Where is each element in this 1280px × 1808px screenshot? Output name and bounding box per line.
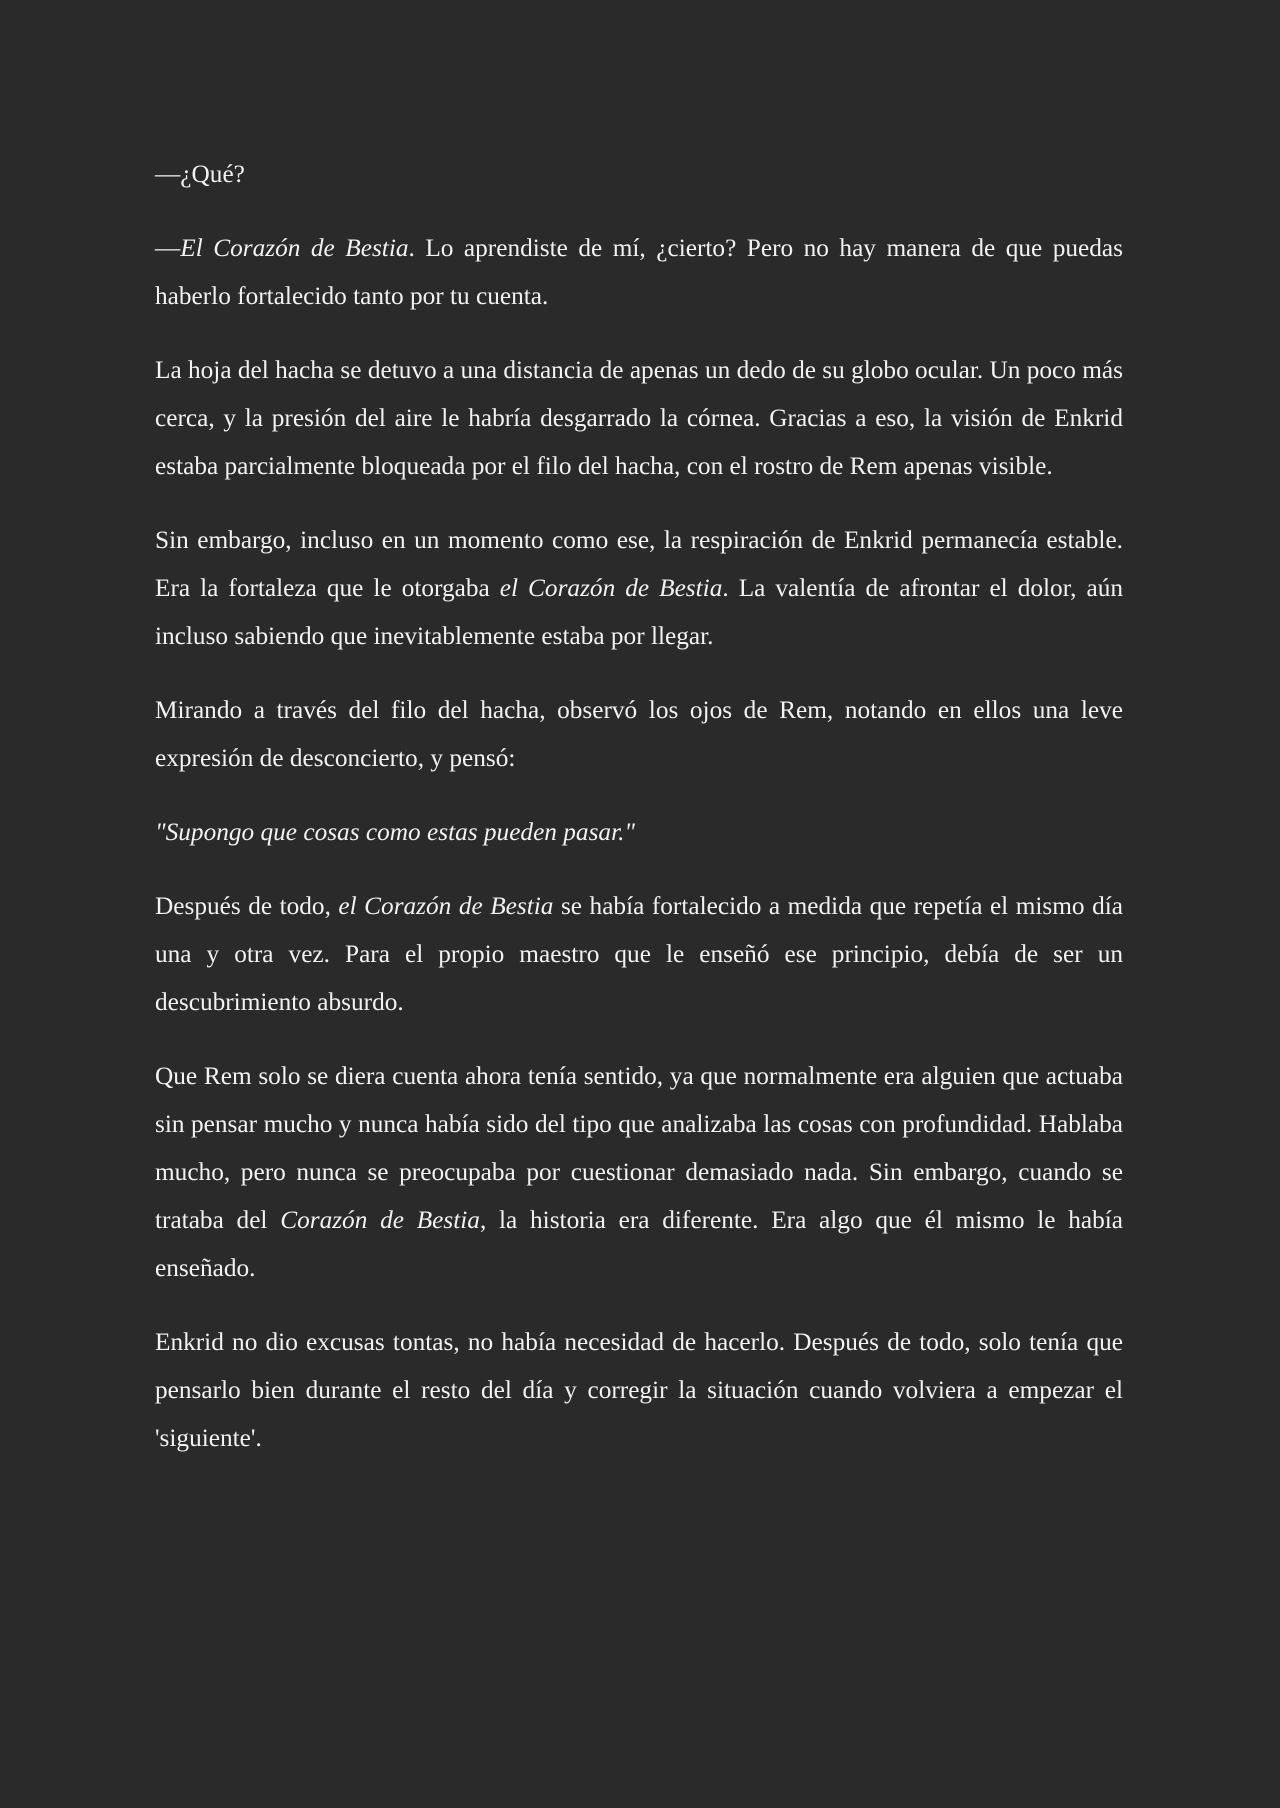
paragraph-1: [155, 150, 1123, 198]
paragraph-7: [155, 882, 1123, 1026]
paragraph-4: [155, 516, 1123, 660]
text-segment: La hoja del hacha se detuvo a una distancia de apenas un dedo de su globo ocular. Un poco más cerca, y la presión del aire le habría desgarrado la córnea. Gracias a eso, la visión de Enkrid estaba parcialmente bloqueada por el filo del hacha, con el rostro de Rem apenas visible.: [155, 356, 1124, 480]
paragraph-2: [155, 224, 1123, 320]
italic-title-segment: el Corazón de Bestia: [338, 892, 554, 920]
italic-title-segment: Corazón de Bestia: [280, 1206, 480, 1234]
text-segment: se había fortalecido a medida que repetía el mismo día una y otra vez. Para el propio maestro que le enseñó ese principio, debía de ser un descubrimiento absurdo.: [155, 892, 1123, 1016]
italic-title-segment: el Corazón de Bestia: [499, 574, 723, 602]
text-segment: . Lo aprendiste de mí, ¿cierto? Pero no hay manera de que puedas haberlo fortalecido tanto por tu cuenta.: [155, 234, 1123, 310]
text-segment: Enkrid no dio excusas tontas, no había necesidad de hacerlo. Después de todo, solo tenía que pensarlo bien durante el resto del día y corregir la situación cuando volviera a empezar el 'siguiente'.: [155, 1328, 1123, 1452]
italic-thought-segment: "Supongo que cosas como estas pueden pasar.": [155, 818, 636, 846]
text-segment: —: [155, 234, 181, 262]
text-segment: Sin embargo, incluso en un momento como ese, la respiración de Enkrid permanecía estable. Era la fortaleza que le otorgaba: [155, 526, 1123, 602]
paragraph-6: [155, 808, 1123, 856]
text-segment: Mirando a través del filo del hacha, observó los ojos de Rem, notando en ellos una leve expresión de desconcierto, y pensó:: [155, 696, 1123, 772]
paragraph-5: [155, 686, 1123, 782]
text-segment: , la historia era diferente. Era algo que él mismo le había enseñado.: [155, 1206, 1123, 1282]
paragraph-8: [155, 1052, 1123, 1292]
text-segment: . La valentía de afrontar el dolor, aún incluso sabiendo que inevitablemente estaba por llegar.: [155, 574, 1123, 650]
document-page: [155, 150, 1123, 1488]
paragraph-9: [155, 1318, 1123, 1462]
text-segment: —¿Qué?: [155, 160, 245, 188]
italic-title-segment: El Corazón de Bestia: [180, 234, 409, 262]
paragraph-3: [155, 346, 1123, 490]
text-segment: Después de todo,: [155, 892, 339, 920]
text-segment: Que Rem solo se diera cuenta ahora tenía sentido, ya que normalmente era alguien que actuaba sin pensar mucho y nunca había sido del tipo que analizaba las cosas con profundidad. Hablaba mucho, pero nunca se preocupaba por cuestionar demasiado nada. Sin embargo, cuando se trataba del: [155, 1062, 1123, 1234]
